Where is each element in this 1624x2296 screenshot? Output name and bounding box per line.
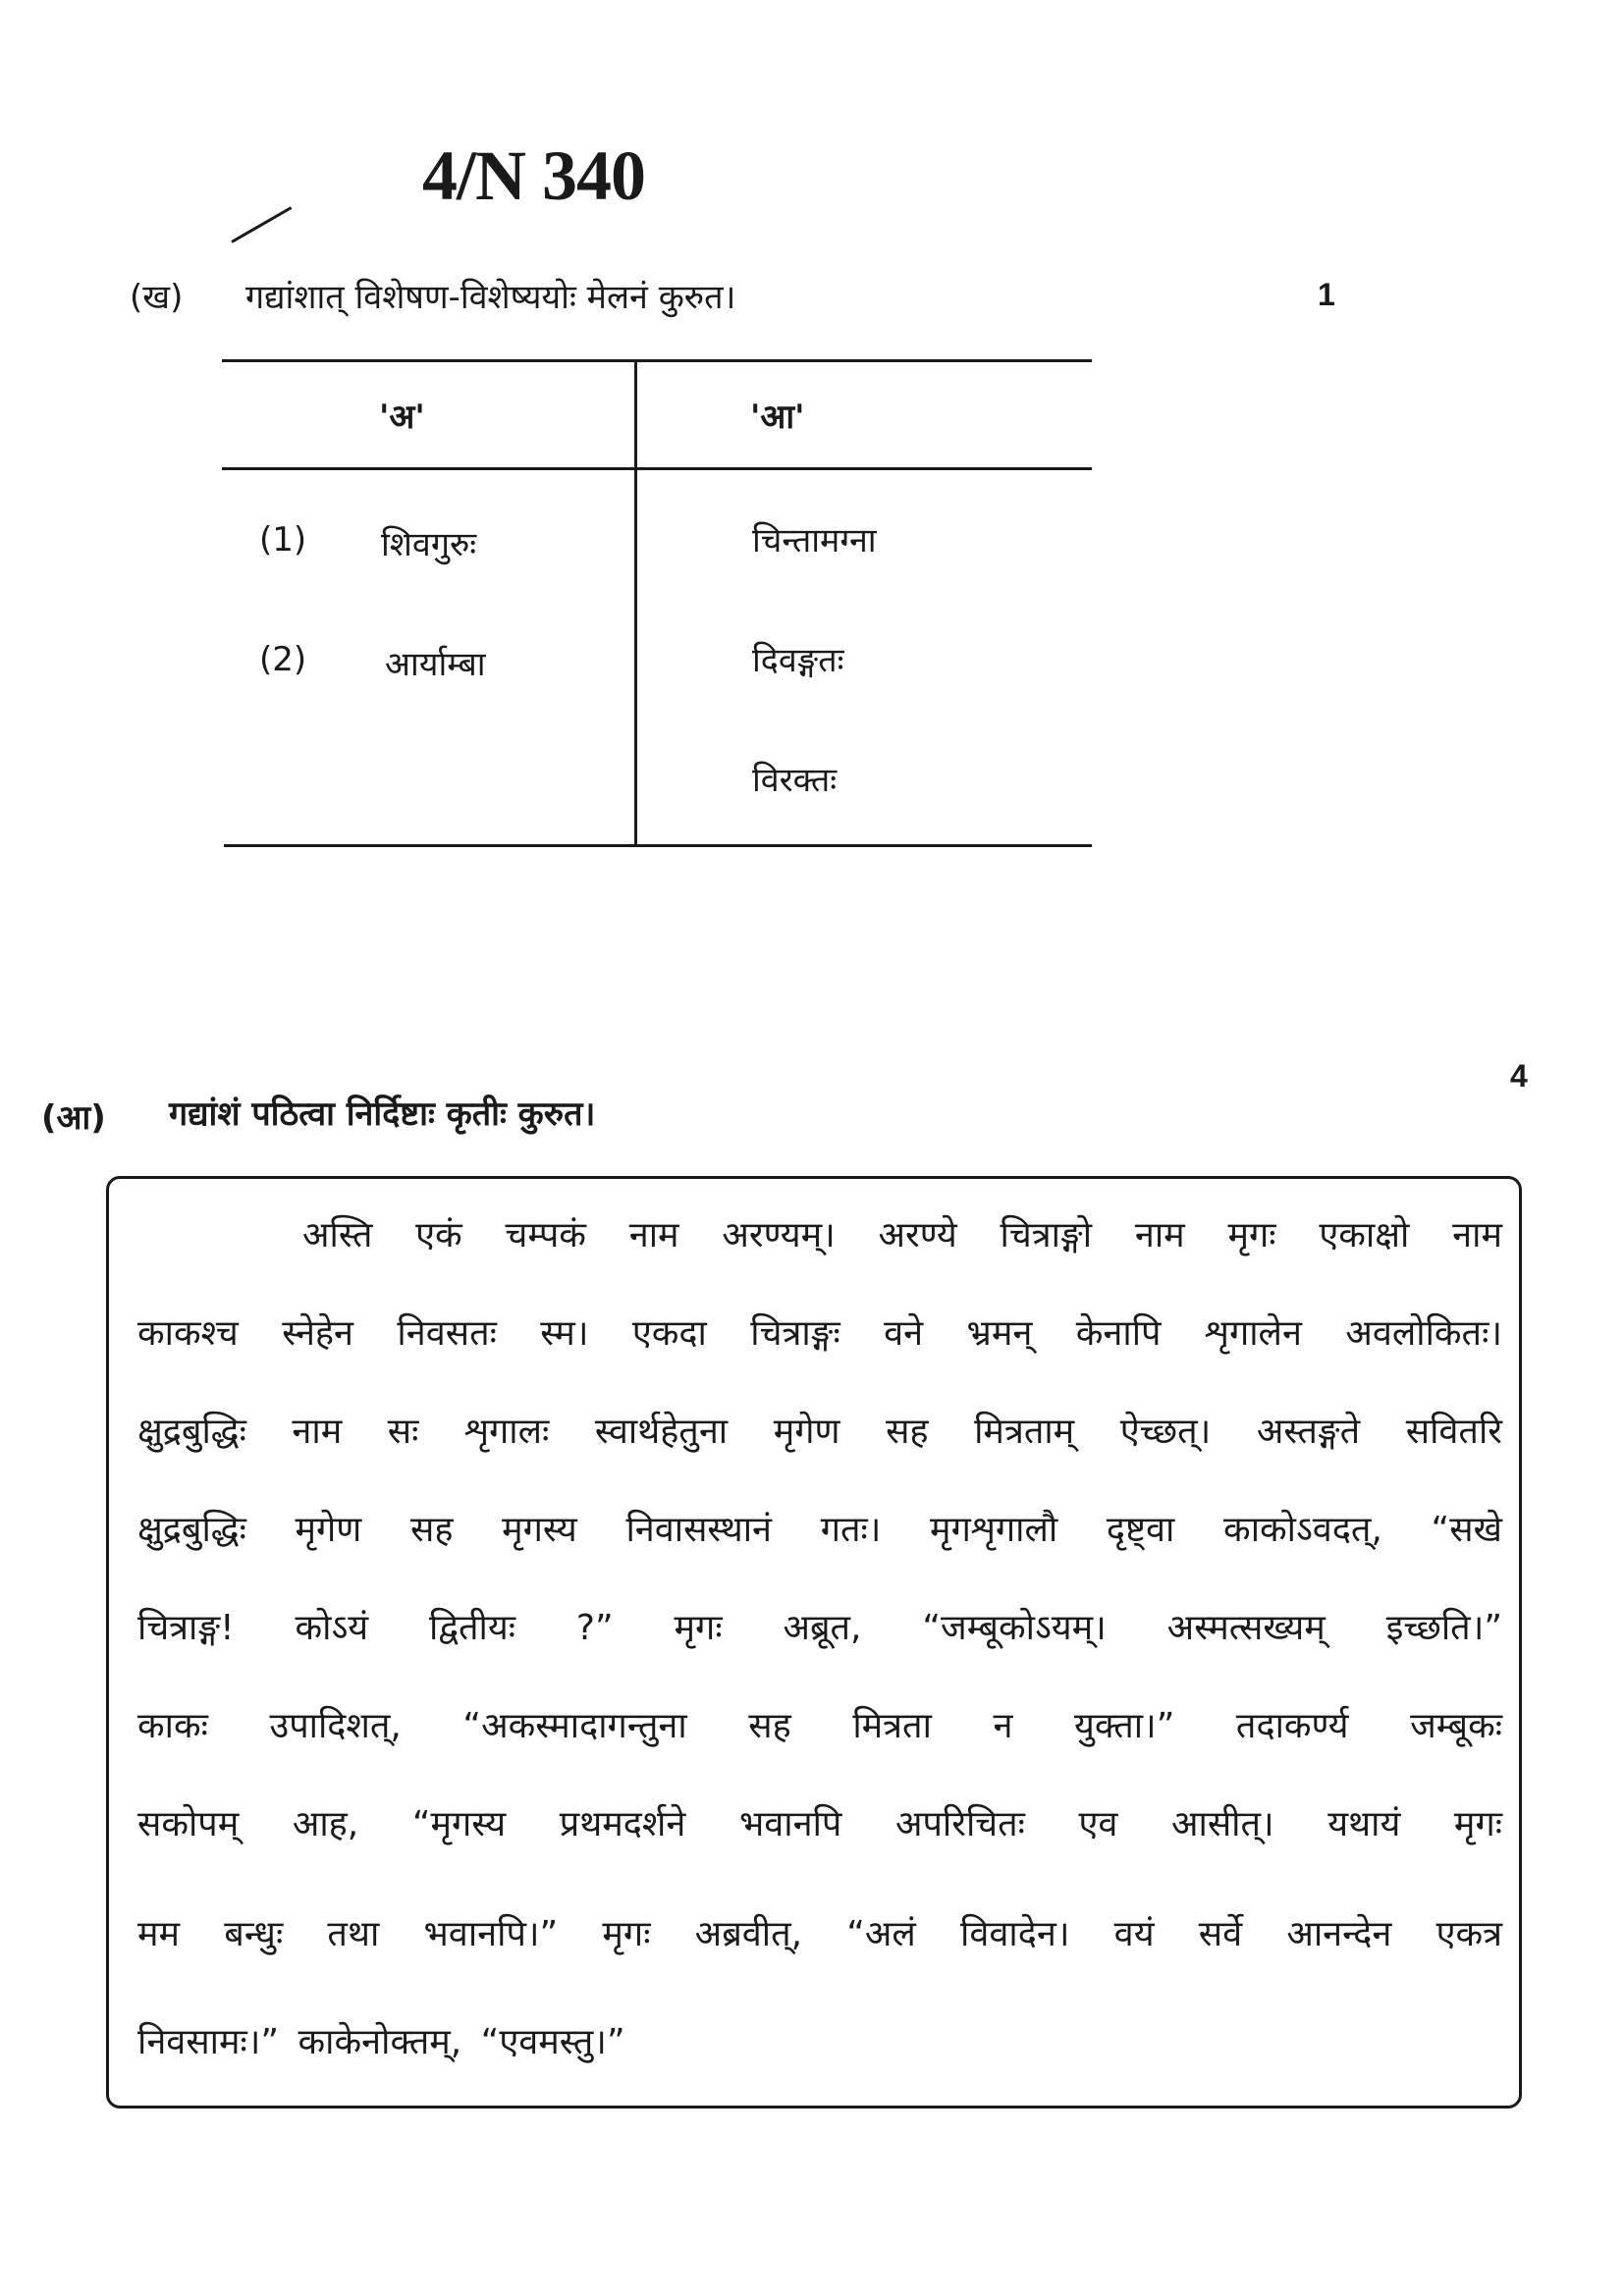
column-aa-item-2: दिवङ्गतः: [752, 641, 844, 680]
question-kha-instruction: गद्यांशात् विशेषण-विशेष्ययोः मेलनं कुरुत।: [245, 278, 736, 317]
passage-line-3: क्षुद्रबुद्धिः नाम सः शृगालः स्वार्थहेतुना मृगेण सह मित्रताम् ऐच्छत्। अस्तङ्गते सवितरि: [137, 1412, 1502, 1452]
tick-mark: [231, 206, 292, 243]
question-aa-marks: 4: [1510, 1058, 1528, 1094]
passage-line-8: मम बन्धुः तथा भवानपि।” मृगः अब्रवीत्, “अलं विवादेन। वयं सर्वे आनन्देन एकत्र: [137, 1914, 1502, 1954]
passage-line-7: सकोपम् आह, “मृगस्य प्रथमदर्शने भवानपि अपरिचितः एव आसीत्। यथायं मृगः: [137, 1804, 1502, 1844]
passage-line-5: चित्राङ्ग! कोऽयं द्वितीयः ?” मृगः अब्रूत, “जम्बूकोऽयम्। अस्मत्सख्यम् इच्छति।”: [137, 1608, 1502, 1648]
passage-line-1: अस्ति एकं चम्पकं नाम अरण्यम्। अरण्ये चित्राङ्गो नाम मृगः एकाक्षो नाम: [302, 1215, 1502, 1255]
column-a-row-2-text: आर्याम्बा: [385, 645, 486, 684]
question-kha-marks: 1: [1318, 277, 1335, 312]
table-bottom-rule: [224, 844, 1092, 847]
column-a-row-1-text: शिवगुरुः: [381, 525, 477, 564]
question-kha-number: (ख): [130, 278, 184, 317]
paper-code: 4/N 340: [422, 136, 645, 215]
passage-line-2: काकश्च स्नेहेन निवसतः स्म। एकदा चित्राङ्गः वने भ्रमन् केनापि शृगालेन अवलोकितः।: [137, 1313, 1502, 1354]
passage-line-4: क्षुद्रबुद्धिः मृगेण सह मृगस्य निवासस्थानं गतः। मृगशृगालौ दृष्ट्वा काकोऽवदत्, “सखे: [137, 1510, 1502, 1550]
column-aa-item-3: विरक्तः: [752, 761, 838, 800]
passage-line-6: काकः उपादिशत्, “अकस्मादागन्तुना सह मित्रता न युक्ता।” तदाकर्ण्य जम्बूकः: [137, 1706, 1502, 1746]
column-a-header: 'अ': [379, 398, 425, 437]
column-aa-header: 'आ': [750, 398, 805, 437]
column-a-row-2-number: (2): [259, 640, 307, 679]
table-top-rule: [222, 359, 1092, 362]
column-aa-item-1: चिन्तामग्ना: [752, 521, 877, 561]
question-aa-number: (आ): [41, 1098, 106, 1138]
table-header-rule: [222, 467, 1092, 470]
question-aa-instruction: गद्यांशं पठित्वा निर्दिष्टाः कृतीः कुरुत।: [169, 1095, 596, 1134]
table-column-divider: [634, 361, 637, 846]
passage-line-9: निवसामः।” काकेनोक्तम्, “एवमस्तु।”: [137, 2022, 625, 2062]
column-a-row-1-number: (1): [259, 520, 307, 560]
